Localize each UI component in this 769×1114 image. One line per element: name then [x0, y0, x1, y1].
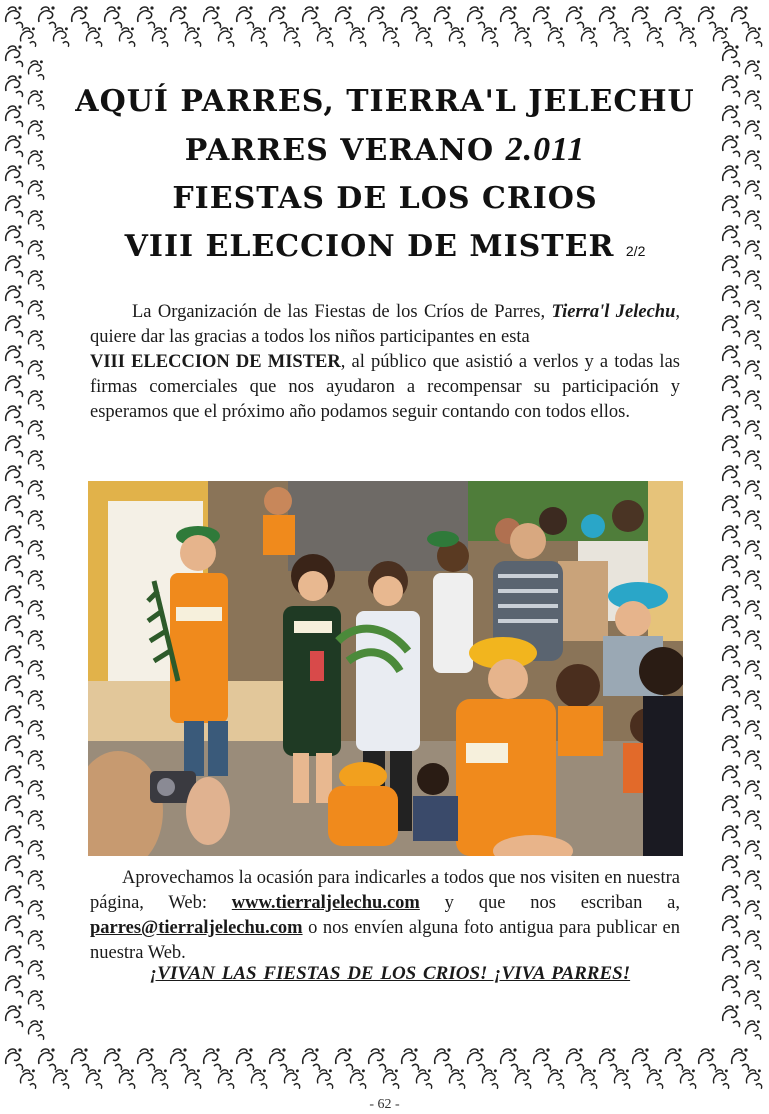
intro-text-c: , al público que asistió a verlos y a todas las firmas comerciales que nos ayudaron a recompensar su participación y esperamos que el próximo año podamos seguir contando con todos ellos. [90, 352, 680, 422]
title-line-4 [60, 223, 710, 275]
intro-paragraph [90, 300, 680, 425]
border-right [715, 0, 769, 1095]
title-line-3: FIESTAS DE LOS CRIOS [172, 181, 598, 216]
intro-org-name: Tierra'l Jelechu [551, 302, 676, 322]
title-block [60, 78, 710, 275]
closing-text-b: y que nos escriban a, [419, 893, 680, 913]
title-line-1: AQUÍ PARRES, TIERRA'L JELECHU [75, 84, 695, 119]
title-part-indicator: 2/2 [625, 243, 646, 259]
closing-paragraph [90, 866, 680, 966]
intro-text-b: , quiere dar las gracias a todos los niños participantes en esta [90, 302, 681, 347]
closing-text-a: Aprovechamos la ocasión para indicarles a todos que nos visiten en nuestra página, Web: [90, 868, 680, 913]
intro-event-name: VIII ELECCION DE MISTER [90, 352, 341, 372]
website-link[interactable]: www.tierraljelechu.com [231, 893, 420, 913]
event-photo-illustration [88, 481, 683, 856]
intro-text-a: La Organización de las Fiestas de los Críos de Parres, [132, 302, 546, 322]
title-year: 2.011 [505, 131, 586, 168]
email-link[interactable]: parres@tierraljelechu.com [90, 918, 303, 938]
event-photo [88, 481, 683, 856]
border-left [0, 0, 56, 1095]
border-top [0, 0, 769, 50]
title-line-2 [60, 126, 710, 175]
closing-cheer: ¡VIVAN LAS FIESTAS DE LOS CRIOS! ¡VIVA PARRES! [149, 963, 631, 984]
closing-text-c: o nos envíen alguna foto antigua para publicar en nuestra Web. [90, 918, 680, 963]
page-number: - 62 - [369, 1097, 400, 1112]
border-bottom [0, 1040, 769, 1095]
title-line-4-text: VIII ELECCION DE MISTER [124, 229, 615, 264]
title-line-2-prefix: PARRES VERANO [184, 133, 506, 168]
